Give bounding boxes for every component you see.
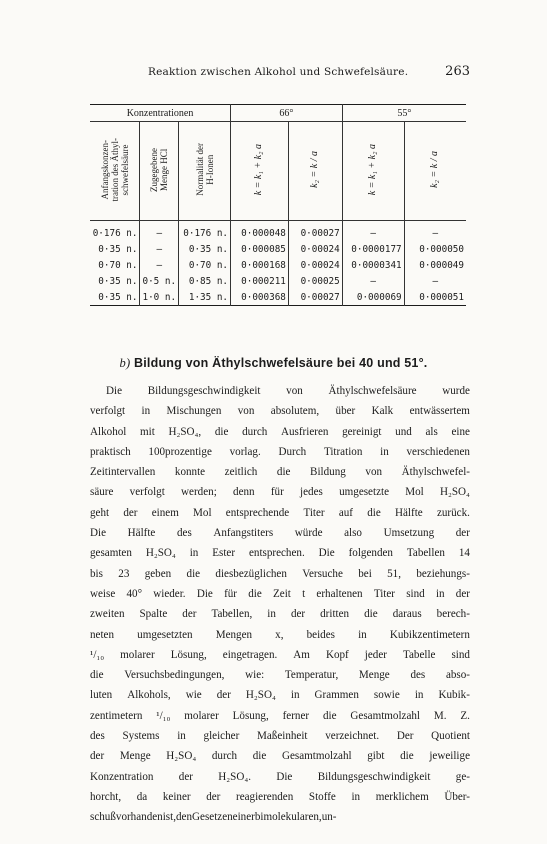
table-body <box>90 221 466 306</box>
word: folgenden <box>348 547 393 560</box>
word: in <box>177 730 186 743</box>
word: daraus <box>392 608 422 621</box>
table-cell: 0·000051 <box>404 289 466 306</box>
word: Quotient <box>431 730 470 743</box>
word: Konzentration <box>90 770 154 783</box>
word: ist, <box>162 811 176 824</box>
text-line <box>90 645 470 665</box>
table-cell: 0·000368 <box>231 289 289 306</box>
word: t <box>302 587 306 600</box>
word: ferner <box>282 709 310 722</box>
word: Tabellen <box>406 547 445 560</box>
word: wie: <box>245 669 265 682</box>
word: also <box>344 527 362 540</box>
word: gibt <box>367 750 385 763</box>
word: sowie <box>373 689 400 702</box>
word: der <box>90 750 105 763</box>
word: entwässertem <box>409 405 470 418</box>
table-cell: 0·000049 <box>404 257 466 273</box>
word: bis <box>90 567 103 580</box>
word: entsprechende <box>225 506 290 519</box>
table-cell: 0·0000177 <box>342 241 404 257</box>
text-line <box>90 665 470 685</box>
word: Äthylschwefelsäure <box>328 385 417 397</box>
word: jeder <box>364 648 387 661</box>
word: Durch <box>278 445 307 458</box>
word: der <box>206 790 221 803</box>
table-row <box>90 273 466 289</box>
word: eingetragen. <box>222 648 278 661</box>
word: die <box>90 669 104 682</box>
word: Kalk <box>371 405 394 418</box>
word: in <box>267 608 276 621</box>
word: Versuche <box>302 567 343 580</box>
word: reagierenden <box>236 790 294 803</box>
word: 51, <box>387 567 401 580</box>
word: mit <box>140 425 155 438</box>
word: umgesetzte <box>339 486 389 499</box>
table-cell: — <box>140 241 179 257</box>
word: zweiten <box>90 608 125 621</box>
word: Versuchsbedingungen, <box>124 669 225 682</box>
column-header: k₂ = k / a <box>288 122 342 221</box>
word: Die <box>318 547 335 560</box>
word: x, <box>275 628 284 641</box>
word: der <box>455 527 470 540</box>
word: Kopf <box>325 648 349 661</box>
text-line <box>90 604 470 624</box>
word: Umsetzung <box>383 527 435 540</box>
word: einer <box>232 811 255 824</box>
table-cell: 0·00027 <box>288 221 342 242</box>
table-cell: 0·00024 <box>288 257 342 273</box>
word: Menge <box>358 669 390 682</box>
word: ¹/₁₀ <box>156 709 171 722</box>
column-header: Zugegebene Menge HCl <box>140 122 179 221</box>
word: Die <box>90 527 107 540</box>
table-cell: 0·000168 <box>231 257 289 273</box>
word: ¹/₁₀ <box>90 648 105 661</box>
word: Mengen <box>215 628 253 641</box>
word: Mischungen <box>166 405 222 418</box>
word: Mol <box>405 486 424 499</box>
word: wieder. <box>153 587 186 600</box>
word: die <box>252 750 267 763</box>
table-cell: — <box>140 257 179 273</box>
group-header-66deg: 66° <box>231 105 343 122</box>
word: verschiedenen <box>406 445 470 458</box>
text-line <box>90 422 470 442</box>
word: zeitlich <box>224 466 258 479</box>
word: in <box>189 547 199 560</box>
table-row <box>90 241 466 257</box>
word: für <box>270 486 284 499</box>
column-header: k = k₁ + k₂ a <box>342 122 404 221</box>
table-cell: 0·000085 <box>231 241 289 257</box>
word: würde <box>294 527 323 540</box>
word: Lösung, <box>232 709 269 722</box>
word: Bildungsgeschwindigkeit <box>147 385 261 397</box>
word: zentimetern <box>90 709 143 722</box>
word: auf <box>338 506 353 519</box>
table-cell: 0·000069 <box>342 289 404 306</box>
word: gereinigt <box>342 425 382 438</box>
table-cell: — <box>404 221 466 242</box>
table-cell: 1·0 n. <box>140 289 179 306</box>
table-column-header-row <box>90 122 466 221</box>
section-letter: b) <box>119 356 131 370</box>
text-line <box>90 807 470 827</box>
word: H₂SO₄, <box>168 425 202 438</box>
word: Anfangstiters <box>213 527 274 540</box>
word: M. <box>433 709 447 722</box>
word: luten <box>90 689 113 702</box>
word: Die <box>106 385 123 397</box>
word: ge- <box>455 770 470 783</box>
word: in <box>380 445 389 458</box>
word: Titer <box>303 506 325 519</box>
text-line <box>90 462 470 482</box>
word: un- <box>321 811 337 824</box>
word: geht <box>90 506 110 519</box>
word: Z. <box>460 709 470 722</box>
text-line <box>90 625 470 645</box>
table-cell: — <box>342 221 404 242</box>
word: durch <box>242 425 268 438</box>
word: der <box>290 608 306 621</box>
text-line <box>90 584 470 604</box>
word: der <box>182 608 197 621</box>
word: in <box>358 628 367 641</box>
word: verfolgt <box>129 486 165 499</box>
text-line <box>90 787 470 807</box>
word: die <box>276 466 291 479</box>
word: keiner <box>162 790 191 803</box>
word: absolutem, <box>270 405 320 418</box>
word: Zeitintervallen <box>90 466 156 479</box>
word: bimolekularen, <box>254 811 322 824</box>
word: Gesetzen <box>192 811 233 824</box>
table-cell: 0·00024 <box>288 241 342 257</box>
word: 100prozentige <box>148 445 212 458</box>
word: für <box>224 587 237 600</box>
word: als <box>425 425 438 438</box>
table-cell: 0·000048 <box>231 221 289 242</box>
word: in <box>290 689 300 702</box>
word: wie <box>185 689 202 702</box>
word: abso- <box>445 669 470 682</box>
word: Ester <box>212 547 236 560</box>
word: von <box>365 466 383 479</box>
word: dritten <box>320 608 350 621</box>
word: vorlag. <box>229 445 261 458</box>
table-cell: — <box>140 221 179 242</box>
word: die <box>367 506 381 519</box>
column-header: Normalität der H-Ionen <box>179 122 231 221</box>
table-cell: 0·176 n. <box>179 221 231 242</box>
table-row <box>90 221 466 242</box>
word: die <box>322 709 337 722</box>
word: beides <box>306 628 335 641</box>
word: Systems <box>122 730 160 743</box>
table-cell: 0·00025 <box>288 273 342 289</box>
word: die <box>364 608 378 621</box>
word: H₂SO₄. <box>218 770 251 783</box>
word: in <box>351 790 361 803</box>
word: Menge <box>119 750 151 763</box>
word: die <box>214 425 229 438</box>
word: H₂SO₄ <box>166 750 197 763</box>
word: molarer <box>184 709 219 722</box>
word: des <box>176 527 192 540</box>
word: Mol <box>193 506 212 519</box>
table-cell: 0·00027 <box>288 289 342 306</box>
word: da <box>136 790 148 803</box>
table-cell: 0·70 n. <box>179 257 231 273</box>
running-head <box>90 64 470 79</box>
word: praktisch <box>90 445 131 458</box>
table-cell: 0·000211 <box>231 273 289 289</box>
word: vorhanden <box>115 811 163 824</box>
table-cell: 0·176 n. <box>92 227 138 239</box>
word: denn <box>233 486 255 499</box>
table-cell: 0·35 n. <box>179 241 231 257</box>
word: merklichem <box>375 790 429 803</box>
table-cell: — <box>342 273 404 289</box>
word: 40° <box>126 587 143 600</box>
word: 23 <box>118 567 130 580</box>
word: verzeichnet. <box>325 730 380 743</box>
word: verfolgt <box>90 405 126 418</box>
text-line <box>90 746 470 766</box>
word: Hälfte <box>395 506 423 519</box>
word: Lösung, <box>170 648 207 661</box>
word: neten <box>90 628 115 641</box>
group-header-concentrations: Konzentrationen <box>90 105 231 122</box>
word: eine <box>451 425 470 438</box>
word: Der <box>396 730 414 743</box>
word: der <box>178 770 193 783</box>
text-line <box>90 523 470 543</box>
word: jedes <box>300 486 323 499</box>
word: Alkohol <box>90 425 127 438</box>
word: der <box>455 587 470 600</box>
word: sind <box>451 648 470 661</box>
table-group-header-row <box>90 105 466 122</box>
word: Äthylschwefel- <box>401 466 470 479</box>
word: säure <box>90 486 114 499</box>
word: sind <box>406 587 425 600</box>
word: Über- <box>444 790 470 803</box>
word: werden; <box>181 486 217 499</box>
body-paragraph <box>90 381 470 828</box>
word: einem <box>151 506 179 519</box>
word: beziehungs- <box>416 567 470 580</box>
word: jeweilige <box>429 750 470 763</box>
word: H₂SO₄ <box>145 547 176 560</box>
word: Tabellen, <box>211 608 253 621</box>
word: über <box>335 405 356 418</box>
section-title: Bildung von Äthylschwefelsäure bei 40 und 51°. <box>134 356 428 370</box>
word: Tabelle <box>402 648 436 661</box>
table-cell: 0·85 n. <box>179 273 231 289</box>
table-cell: 0·5 n. <box>140 273 179 289</box>
word: diesbezüglichen <box>215 567 287 580</box>
page-number: 263 <box>445 64 470 79</box>
column-header: k = k₁ + k₂ a <box>231 122 289 221</box>
table-cell: 0·35 n. <box>98 275 138 287</box>
table-cell: 1·35 n. <box>179 289 231 306</box>
word: Bildung <box>310 466 346 479</box>
word: des <box>90 730 105 743</box>
word: weise <box>90 587 116 600</box>
word: berech- <box>436 608 470 621</box>
word: Die <box>276 770 293 783</box>
word: und <box>395 425 412 438</box>
word: molarer <box>120 648 155 661</box>
column-header: Anfangskonzen- tration des Äthyl- schwefelsäure <box>90 122 140 221</box>
word: Bildungsgeschwindigkeit <box>317 770 431 783</box>
word: gesamten <box>90 547 132 560</box>
text-line <box>90 482 470 502</box>
word: wurde <box>442 385 470 397</box>
word: Gesamtmolzahl <box>281 750 352 763</box>
word: Titration <box>323 445 363 458</box>
word: Kubikzentimetern <box>389 628 470 641</box>
word: durch <box>211 750 238 763</box>
word: der <box>123 506 138 519</box>
word: zurück. <box>436 506 470 519</box>
text-line <box>90 564 470 584</box>
text-line <box>90 442 470 462</box>
word: Stoffe <box>308 790 336 803</box>
text-line <box>90 706 470 726</box>
running-title: Reaktion zwischen Alkohol und Schwefelsäure. <box>148 66 409 78</box>
word: in <box>435 587 445 600</box>
text-line <box>90 503 470 523</box>
word: in <box>141 405 151 418</box>
text-line <box>90 381 470 401</box>
word: Spalte <box>139 608 168 621</box>
table-cell: 0·70 n. <box>98 259 138 271</box>
word: von <box>237 405 255 418</box>
word: des <box>410 669 426 682</box>
column-header: k₂ = k / a <box>404 122 466 221</box>
text-line <box>90 543 470 563</box>
word: Alkohols, <box>127 689 171 702</box>
table-cell: 0·35 n. <box>98 291 138 303</box>
word: horcht, <box>90 790 122 803</box>
text-line <box>90 767 470 787</box>
word: konnte <box>174 466 206 479</box>
word: Hälfte <box>127 527 156 540</box>
text-line <box>90 685 470 705</box>
word: Grammen <box>314 689 359 702</box>
group-header-55deg: 55° <box>342 105 466 122</box>
word: Die <box>196 587 213 600</box>
word: den <box>175 811 193 824</box>
word: entsprechen. <box>248 547 305 560</box>
table-cell: 0·0000341 <box>342 257 404 273</box>
word: 14 <box>458 547 470 560</box>
text-line <box>90 401 470 421</box>
rate-constant-table <box>90 104 466 306</box>
word: H₂SO₄ <box>440 486 470 499</box>
word: die <box>248 587 262 600</box>
word: schuß <box>90 811 116 824</box>
table-row <box>90 289 466 306</box>
word: gleicher <box>203 730 240 743</box>
table-cell: 0·35 n. <box>98 243 138 255</box>
word: Ausfrieren <box>280 425 329 438</box>
word: die <box>186 567 201 580</box>
word: Kubik- <box>438 689 470 702</box>
word: von <box>286 385 303 397</box>
word: Zeit <box>273 587 291 600</box>
word: Temperatur, <box>284 669 339 682</box>
word: Maßeinheit <box>256 730 308 743</box>
word: die <box>400 750 414 763</box>
word: umgesetzten <box>137 628 193 641</box>
word: in <box>414 689 424 702</box>
word: Am <box>293 648 310 661</box>
word: geben <box>144 567 172 580</box>
word: H₂SO₄ <box>245 689 276 702</box>
table-row <box>90 257 466 273</box>
word: Titer <box>373 587 395 600</box>
table-cell: 0·000050 <box>404 241 466 257</box>
word: erhaltenen <box>316 587 363 600</box>
word: der <box>216 689 231 702</box>
word: Gesamtmolzahl <box>350 709 421 722</box>
text-line <box>90 726 470 746</box>
table-cell: — <box>404 273 466 289</box>
word: bei <box>358 567 372 580</box>
section-heading <box>0 356 547 371</box>
